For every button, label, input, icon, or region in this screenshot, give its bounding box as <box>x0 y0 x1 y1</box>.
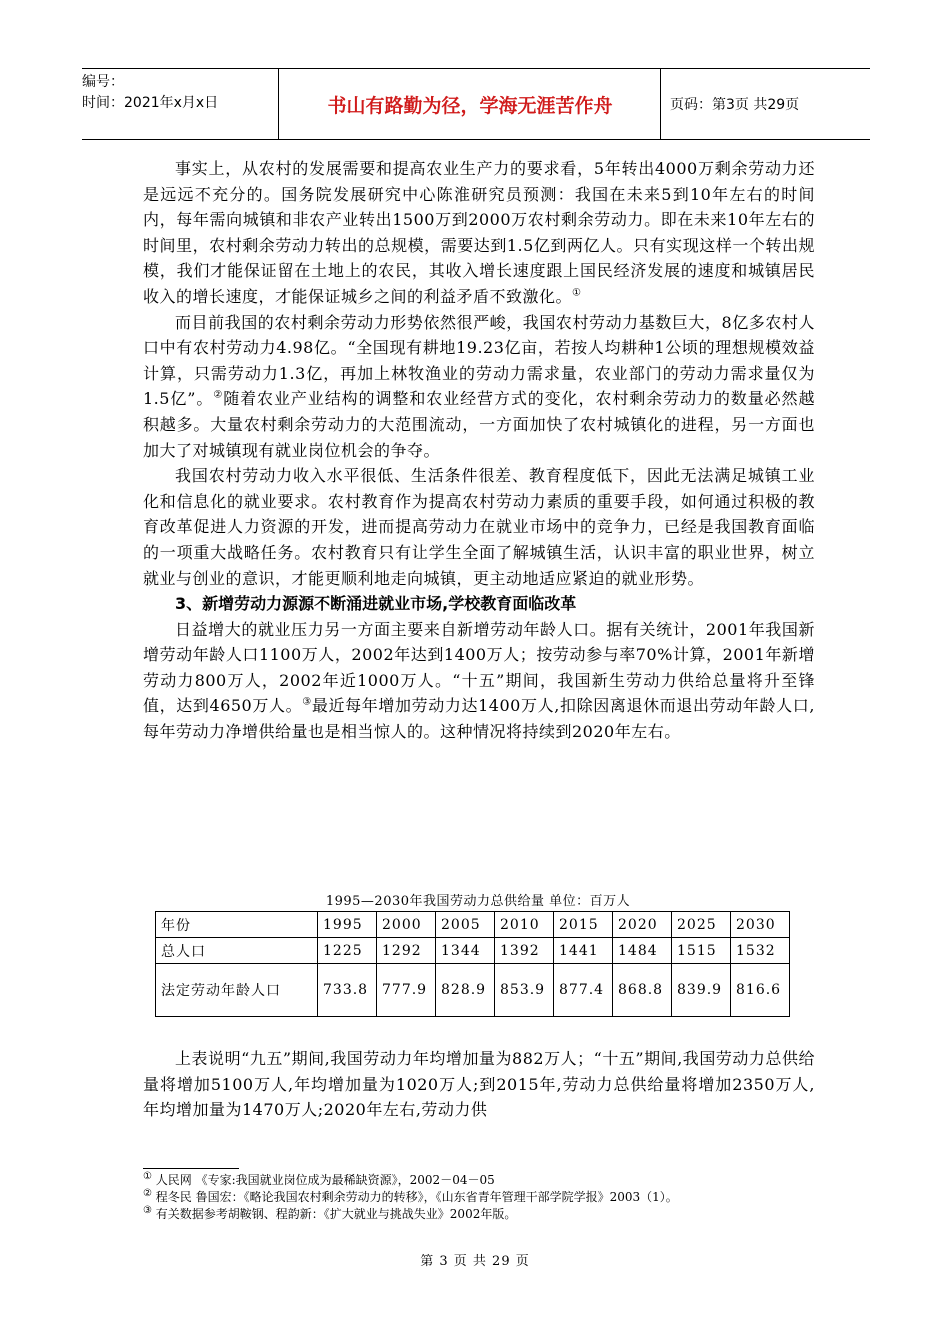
footnote-separator <box>143 1168 239 1169</box>
footnote-mark: ① <box>143 1171 152 1182</box>
footnote-ref-2[interactable]: ② <box>213 390 224 402</box>
paragraph-3: 我国农村劳动力收入水平很低、生活条件很差、教育程度低下，因此无法满足城镇工业化和信息化的就业要求。农村教育作为提高农村劳动力素质的重要手段，如何通过积极的教育改革促进人力资源的开发，进而提高劳动力在就业市场中的竞争力，已经是我国教育面临的一项重大战略任务。农村教育只有让学生全面了解城镇生活，认识丰富的职业世界，树立就业与创业的意识，才能更顺利地走向城镇，更主动地适应紧迫的就业形势。 <box>143 466 815 588</box>
table-year: 2010 <box>495 912 554 938</box>
section-heading: 3、新增劳动力源源不断涌进就业市场,学校教育面临改革 <box>175 594 577 614</box>
main-content <box>143 156 815 745</box>
table-cell: 1532 <box>731 938 790 964</box>
table-cell: 816.6 <box>731 964 790 1017</box>
header-divider-1 <box>278 68 279 140</box>
footnote-3 <box>143 1206 823 1223</box>
table-cell: 853.9 <box>495 964 554 1017</box>
table-cell: 1484 <box>613 938 672 964</box>
table-row <box>156 964 790 1017</box>
table-header-row <box>156 912 790 938</box>
header-divider-2 <box>660 68 661 140</box>
table-cell: 1292 <box>377 938 436 964</box>
table-year: 2030 <box>731 912 790 938</box>
table-cell: 868.8 <box>613 964 672 1017</box>
table-year: 2015 <box>554 912 613 938</box>
continued-content <box>143 1046 815 1123</box>
footnotes <box>143 1172 823 1223</box>
table-row <box>156 938 790 964</box>
table-year: 2000 <box>377 912 436 938</box>
table-caption: 1995—2030年我国劳动力总供给量 单位：百万人 <box>325 894 631 909</box>
table-cell: 733.8 <box>318 964 377 1017</box>
footnote-text: 程冬民 鲁国宏：《略论我国农村剩余劳动力的转移》，《山东省青年管理干部学院学报》2003（1）。 <box>155 1190 678 1204</box>
table-cell: 1344 <box>436 938 495 964</box>
document-number-label: 编号： <box>82 74 124 90</box>
footnote-text: 人民网 《专家:我国就业岗位成为最稀缺资源》，2002－04－05 <box>155 1173 495 1187</box>
footnote-mark: ② <box>143 1188 152 1199</box>
page-header <box>82 68 870 140</box>
footnote-1 <box>143 1172 823 1189</box>
table-year: 2005 <box>436 912 495 938</box>
table-cell: 777.9 <box>377 964 436 1017</box>
table-year: 2025 <box>672 912 731 938</box>
footnote-ref-1[interactable]: ① <box>572 287 582 299</box>
page-footer: 第 3 页 共 29 页 <box>420 1254 530 1269</box>
table-year: 1995 <box>318 912 377 938</box>
header-page-label: 页码：第3页 共29页 <box>670 97 800 113</box>
footnote-mark: ③ <box>143 1205 152 1216</box>
table-row-label: 法定劳动年龄人口 <box>156 964 318 1017</box>
table-cell: 839.9 <box>672 964 731 1017</box>
table-row-label: 总人口 <box>156 938 318 964</box>
table-cell: 1225 <box>318 938 377 964</box>
labor-supply-table <box>155 911 790 1017</box>
paragraph-2: 而目前我国的农村剩余劳动力形势依然很严峻，我国农村劳动力基数巨大，8亿多农村人口中有农村劳动力4.98亿。“全国现有耕地19.23亿亩，若按人均耕种1公顷的理想规模效益计算，只需劳动力1.3亿，再加上林牧渔业的劳动力需求量，农业部门的劳动力需求量仅为1.5亿”。②随着农业产业结构的调整和农业经营方式的变化，农村剩余劳动力的数量必然越积越多。大量农村剩余劳动力的大范围流动，一方面加快了农村城镇化的进程，另一方面也加大了对城镇现有就业岗位机会的争夺。 <box>143 312 815 460</box>
document-date-label: 时间：2021年x月x日 <box>82 95 219 111</box>
header-meta <box>82 72 278 114</box>
table-cell: 877.4 <box>554 964 613 1017</box>
footnote-2 <box>143 1189 823 1206</box>
table-header-label: 年份 <box>156 912 318 938</box>
paragraph-5: 上表说明“九五”期间,我国劳动力年均增加量为882万人；“十五”期间,我国劳动力总供给量将增加5100万人,年均增加量为1020万人;到2015年,劳动力总供给量将增加2350万人,年均增加量为1470万人;2020年左右,劳动力供 <box>143 1049 815 1120</box>
table-cell: 1392 <box>495 938 554 964</box>
table-year: 2020 <box>613 912 672 938</box>
table-cell: 1515 <box>672 938 731 964</box>
table-cell: 828.9 <box>436 964 495 1017</box>
header-motto: 书山有路勤为径，学海无涯苦作舟 <box>327 94 613 117</box>
footnote-text: 有关数据参考胡鞍钢、程韵新：《扩大就业与挑战失业》2002年版。 <box>155 1207 517 1221</box>
footnote-ref-3[interactable]: ③ <box>302 697 312 709</box>
table-cell: 1441 <box>554 938 613 964</box>
paragraph-4: 日益增大的就业压力另一方面主要来自新增劳动年龄人口。据有关统计，2001年我国新增劳动年龄人口1100万人，2002年达到1400万人；按劳动参与率70%计算，2001年新增劳动力800万人，2002年近1000万人。“十五”期间，我国新生劳动力供给总量将升至锋值，达到4650万人。③最近每年增加劳动力达1400万人,扣除因离退休而退出劳动年龄人口,每年劳动力净增供给量也是相当惊人的。这种情况将持续到2020年左右。 <box>143 619 815 742</box>
paragraph-1: 事实上，从农村的发展需要和提高农业生产力的要求看，5年转出4000万剩余劳动力还是远远不充分的。国务院发展研究中心陈淮研究员预测：我国在未来5到10年左右的时间内，每年需向城镇和非农产业转出1500万到2000万农村剩余劳动力。即在未来10年左右的时间里，农村剩余劳动力转出的总规模，需要达到1.5亿到两亿人。只有实现这样一个转出规模，我们才能保证留在土地上的农民，其收入增长速度跟上国民经济发展的速度和城镇居民收入的增长速度，才能保证城乡之间的利益矛盾不致激化。① <box>143 159 815 306</box>
